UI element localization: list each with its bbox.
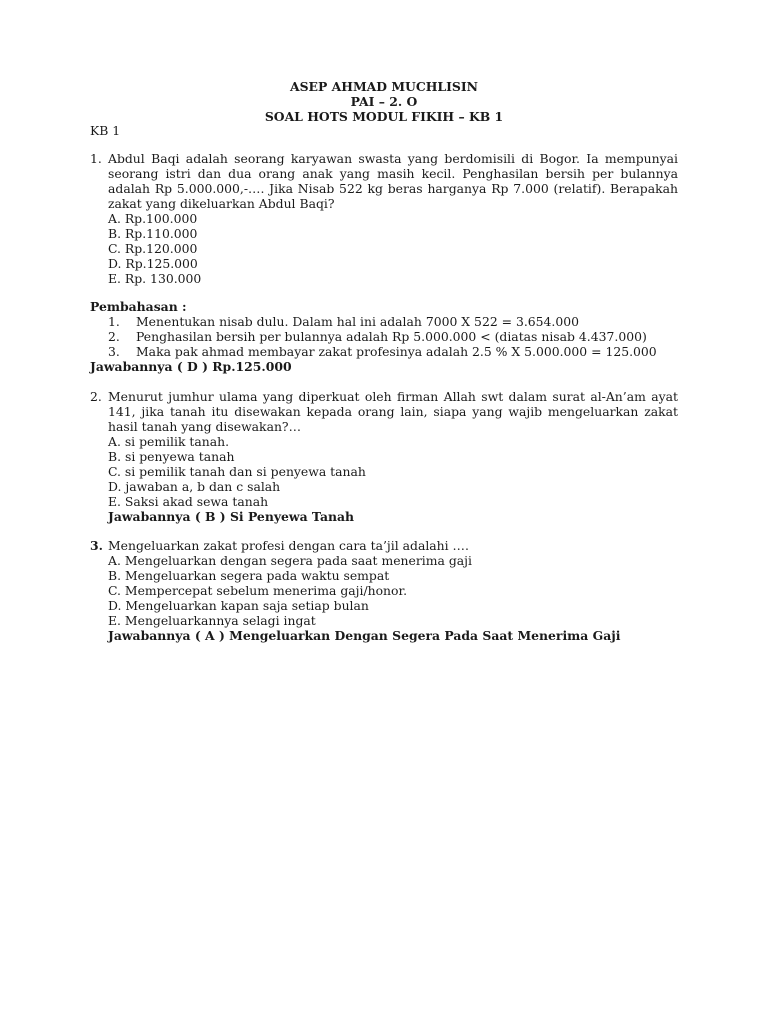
answer-3: Jawabannya ( A ) Mengeluarkan Dengan Segera Pada Saat Menerima Gaji	[108, 628, 621, 643]
step-text: Penghasilan bersih per bulannya adalah Rp 5.000.000 < (diatas nisab 4.437.000)	[136, 329, 647, 344]
option-b: B. Rp.110.000	[108, 226, 198, 241]
step-text: Maka pak ahmad membayar zakat profesinya adalah 2.5 % X 5.000.000 = 125.000	[136, 344, 657, 359]
question-number: 2.	[90, 389, 102, 404]
question-number: 3.	[90, 538, 103, 553]
question-text: Mengeluarkan zakat profesi dengan cara ta’jil adalahi ….	[108, 538, 469, 553]
step-number: 2.	[108, 329, 120, 344]
option-c: C. si pemilik tanah dan si penyewa tanah	[108, 464, 366, 479]
kb-label: KB 1	[90, 123, 121, 138]
option-a: A. Rp.100.000	[108, 211, 198, 226]
question-1-text-row	[90, 151, 678, 211]
option-e: E. Saksi akad sewa tanah	[108, 494, 269, 509]
discussion-step	[108, 344, 678, 359]
option-a: A. Mengeluarkan dengan segera pada saat menerima gaji	[108, 553, 472, 568]
author-name: ASEP AHMAD MUCHLISIN	[289, 79, 478, 94]
question-3	[90, 538, 678, 643]
discussion-steps	[90, 314, 678, 359]
option-a: A. si pemilik tanah.	[108, 434, 230, 449]
discussion-step	[108, 314, 678, 329]
option-b: B. Mengeluarkan segera pada waktu sempat	[108, 568, 390, 583]
question-text: Abdul Baqi adalah seorang karyawan swasta yang berdomisili di Bogor. Ia mempunyai seorang istri dan dua orang anak yang masih kecil. Penghasilan bersih per bulannya adalah Rp 5.000.000,-…. Jika Nisab 522 kg beras harganya Rp 7.000 (relatif). Berapakah zakat yang dikeluarkan Abdul Baqi?	[108, 151, 678, 211]
document-title: SOAL HOTS MODUL FIKIH – KB 1	[264, 109, 504, 124]
option-b: B. si penyewa tanah	[108, 449, 235, 464]
discussion-step	[108, 329, 678, 344]
document-header	[0, 79, 768, 124]
step-number: 1.	[108, 314, 120, 329]
answer-1: Jawabannya ( D ) Rp.125.000	[90, 359, 292, 374]
answer-2: Jawabannya ( B ) Si Penyewa Tanah	[108, 509, 355, 524]
option-d: D. Mengeluarkan kapan saja setiap bulan	[108, 598, 369, 613]
question-3-text-row	[90, 538, 678, 553]
question-2-text-row	[90, 389, 678, 434]
discussion-section	[90, 299, 678, 374]
option-c: C. Rp.120.000	[108, 241, 198, 256]
option-d: D. Rp.125.000	[108, 256, 198, 271]
option-e: E. Mengeluarkannya selagi ingat	[108, 613, 316, 628]
question-1	[90, 151, 678, 286]
option-c: C. Mempercepat sebelum menerima gaji/honor.	[108, 583, 408, 598]
step-text: Menentukan nisab dulu. Dalam hal ini adalah 7000 X 522 = 3.654.000	[136, 314, 580, 329]
discussion-title: Pembahasan :	[90, 299, 187, 314]
class-label: PAI – 2. O	[350, 94, 418, 109]
question-2	[90, 389, 678, 524]
option-d: D. jawaban a, b dan c salah	[108, 479, 281, 494]
question-number: 1.	[90, 151, 102, 166]
step-number: 3.	[108, 344, 120, 359]
question-text: Menurut jumhur ulama yang diperkuat oleh firman Allah swt dalam surat al-An’am ayat 141, jika tanah itu disewakan kepada orang lain, siapa yang wajib mengeluarkan zakat hasil tanah yang disewakan?…	[108, 389, 678, 434]
option-e: E. Rp. 130.000	[108, 271, 202, 286]
